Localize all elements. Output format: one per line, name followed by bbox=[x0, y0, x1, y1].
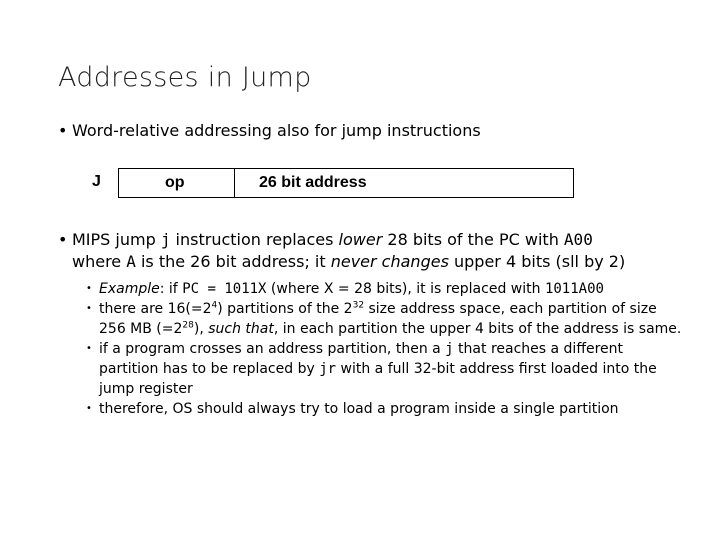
bullet-mips-jump bbox=[58, 229, 678, 273]
text: there are 16(=2 bbox=[99, 301, 212, 317]
text: upper 4 bits (sll by 2) bbox=[448, 252, 626, 271]
emphasis: Example bbox=[99, 281, 160, 297]
code: jr bbox=[319, 361, 337, 377]
superscript: 4 bbox=[211, 300, 218, 311]
code: A bbox=[126, 252, 136, 271]
text: with a full 32-bit address first loaded into the jump register bbox=[99, 361, 657, 397]
emphasis: such that bbox=[208, 321, 274, 337]
text: , in each partition the upper 4 bits of the address is same. bbox=[273, 321, 682, 337]
sub-bullet-partitions bbox=[86, 299, 686, 339]
bullet-dot: • bbox=[86, 343, 92, 354]
text: 28 bits of the PC with bbox=[382, 230, 564, 249]
emphasis: lower bbox=[338, 230, 383, 249]
bullet-dot: • bbox=[86, 303, 92, 314]
superscript: 28 bbox=[182, 320, 194, 331]
text: ) partitions of the 2 bbox=[217, 301, 353, 317]
bullet-dot: • bbox=[58, 121, 68, 140]
text: ), bbox=[193, 321, 209, 337]
text: if a program crosses an address partition, then a bbox=[99, 341, 446, 357]
emphasis: never changes bbox=[330, 252, 449, 271]
address-field: 26 bit address bbox=[259, 174, 367, 191]
bullet-text: Word-relative addressing also for jump instructions bbox=[72, 121, 481, 140]
text: instruction replaces bbox=[170, 230, 339, 249]
code: j bbox=[445, 341, 454, 357]
text: : if bbox=[159, 281, 183, 297]
code: A00 bbox=[563, 230, 593, 249]
code: PC = 1011X bbox=[182, 281, 267, 297]
text: MIPS jump bbox=[72, 230, 161, 249]
bullet-dot: • bbox=[86, 403, 92, 414]
text: (where X = 28 bits), it is replaced with bbox=[266, 281, 545, 297]
code: 1011A00 bbox=[544, 281, 604, 297]
text: therefore, OS should always try to load a program inside a single partition bbox=[99, 401, 619, 417]
bullet-continuation bbox=[58, 251, 678, 273]
sub-bullet-example bbox=[86, 279, 686, 299]
sub-bullets bbox=[86, 279, 686, 419]
code: j bbox=[160, 230, 171, 249]
text: that reaches a different partition has to be replaced by bbox=[99, 341, 623, 377]
instruction-format-box bbox=[118, 168, 574, 198]
text: where bbox=[72, 252, 127, 271]
superscript: 32 bbox=[352, 300, 365, 311]
sub-bullet-os bbox=[86, 399, 686, 419]
slide-title: Addresses in Jump bbox=[58, 62, 312, 93]
bullet-dot: • bbox=[86, 283, 92, 294]
bullet-word-relative bbox=[58, 120, 481, 142]
text: is the 26 bit address; it bbox=[135, 252, 331, 271]
text: size address space, each partition of size 256 MB (=2 bbox=[99, 301, 657, 337]
op-field: op bbox=[119, 169, 235, 197]
format-label: J bbox=[92, 173, 101, 190]
sub-bullet-crossing bbox=[86, 339, 686, 399]
bullet-dot: • bbox=[58, 230, 68, 249]
